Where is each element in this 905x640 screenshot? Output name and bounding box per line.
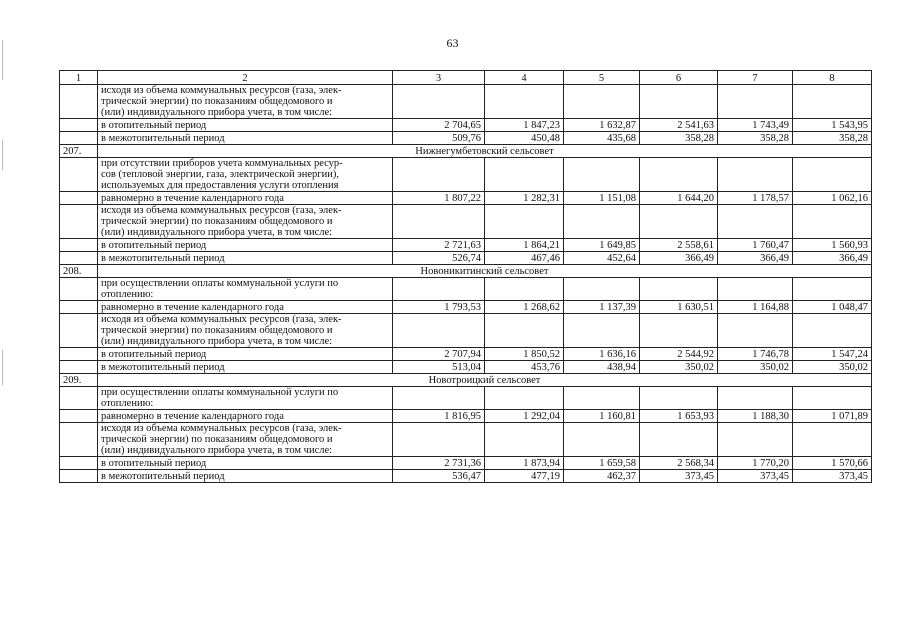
value-cell: 1 632,87 bbox=[564, 119, 640, 132]
value-cell: 2 568,34 bbox=[640, 457, 718, 470]
description-line: отоплению: bbox=[101, 289, 154, 300]
row-index-cell bbox=[60, 361, 98, 374]
value-cell: 1 137,39 bbox=[564, 301, 640, 314]
row-index-cell bbox=[60, 158, 98, 192]
value-cell: 2 558,61 bbox=[640, 239, 718, 252]
value-cell: 366,49 bbox=[793, 252, 872, 265]
row-index-cell bbox=[60, 387, 98, 410]
description-line: используемых для предоставления услуги отопления bbox=[101, 180, 339, 191]
value-cell: 1 178,57 bbox=[718, 192, 793, 205]
value-cell: 358,28 bbox=[640, 132, 718, 145]
value-cell: 1 560,93 bbox=[793, 239, 872, 252]
value-cell: 366,49 bbox=[640, 252, 718, 265]
description-row bbox=[60, 314, 872, 348]
value-cell bbox=[485, 205, 564, 239]
value-cell bbox=[793, 423, 872, 457]
description-line: (или) индивидуального прибора учета, в том числе: bbox=[101, 227, 333, 238]
description-line: исходя из объема коммунальных ресурсов (газа, элек- bbox=[101, 205, 342, 216]
value-cell: 350,02 bbox=[793, 361, 872, 374]
value-cell bbox=[718, 387, 793, 410]
table-row bbox=[60, 252, 872, 265]
section-title: Нижнегумбетовский сельсовет bbox=[98, 145, 872, 158]
value-cell bbox=[718, 205, 793, 239]
value-cell: 1 543,95 bbox=[793, 119, 872, 132]
table-row bbox=[60, 348, 872, 361]
value-cell: 2 707,94 bbox=[393, 348, 485, 361]
column-header: 6 bbox=[640, 71, 718, 85]
table-row bbox=[60, 239, 872, 252]
description-line: при отсутствии приборов учета коммунальных ресур- bbox=[101, 158, 343, 169]
table-row bbox=[60, 410, 872, 423]
scan-edge-mark bbox=[2, 140, 3, 170]
row-label: в отопительный период bbox=[98, 348, 393, 361]
value-cell: 2 544,92 bbox=[640, 348, 718, 361]
row-label: равномерно в течение календарного года bbox=[98, 192, 393, 205]
table-row bbox=[60, 192, 872, 205]
value-cell: 450,48 bbox=[485, 132, 564, 145]
description-line: исходя из объема коммунальных ресурсов (газа, элек- bbox=[101, 314, 342, 325]
value-cell bbox=[793, 278, 872, 301]
value-cell: 1 746,78 bbox=[718, 348, 793, 361]
value-cell bbox=[793, 387, 872, 410]
value-cell bbox=[393, 423, 485, 457]
row-description bbox=[98, 85, 393, 119]
value-cell: 1 151,08 bbox=[564, 192, 640, 205]
value-cell: 1 653,93 bbox=[640, 410, 718, 423]
description-row bbox=[60, 205, 872, 239]
row-index-cell bbox=[60, 314, 98, 348]
value-cell bbox=[640, 85, 718, 119]
row-index-cell bbox=[60, 410, 98, 423]
row-label: равномерно в течение календарного года bbox=[98, 301, 393, 314]
row-index-cell bbox=[60, 278, 98, 301]
value-cell bbox=[485, 278, 564, 301]
row-label: в межотопительный период bbox=[98, 132, 393, 145]
row-index-cell bbox=[60, 348, 98, 361]
value-cell: 1 630,51 bbox=[640, 301, 718, 314]
column-header: 7 bbox=[718, 71, 793, 85]
value-cell: 526,74 bbox=[393, 252, 485, 265]
description-line: исходя из объема коммунальных ресурсов (газа, элек- bbox=[101, 423, 342, 434]
row-label: в отопительный период bbox=[98, 119, 393, 132]
value-cell bbox=[640, 314, 718, 348]
row-index-cell bbox=[60, 239, 98, 252]
description-line: трической энергии) по показаниям общедомового и bbox=[101, 216, 333, 227]
value-cell bbox=[718, 158, 793, 192]
value-cell: 1 760,47 bbox=[718, 239, 793, 252]
value-cell: 1 850,52 bbox=[485, 348, 564, 361]
column-header: 2 bbox=[98, 71, 393, 85]
value-cell: 1 659,58 bbox=[564, 457, 640, 470]
row-index-cell bbox=[60, 252, 98, 265]
value-cell bbox=[564, 278, 640, 301]
row-index-cell bbox=[60, 470, 98, 483]
value-cell: 477,19 bbox=[485, 470, 564, 483]
value-cell: 1 292,04 bbox=[485, 410, 564, 423]
value-cell bbox=[564, 314, 640, 348]
value-cell: 438,94 bbox=[564, 361, 640, 374]
value-cell: 1 864,21 bbox=[485, 239, 564, 252]
row-description bbox=[98, 278, 393, 301]
value-cell bbox=[793, 205, 872, 239]
section-title: Новоникитинский сельсовет bbox=[98, 265, 872, 278]
column-header: 8 bbox=[793, 71, 872, 85]
value-cell: 1 816,95 bbox=[393, 410, 485, 423]
row-index-cell bbox=[60, 423, 98, 457]
column-header: 4 bbox=[485, 71, 564, 85]
row-label: в отопительный период bbox=[98, 457, 393, 470]
row-description bbox=[98, 158, 393, 192]
row-index-cell bbox=[60, 85, 98, 119]
value-cell: 366,49 bbox=[718, 252, 793, 265]
value-cell: 1 188,30 bbox=[718, 410, 793, 423]
value-cell: 1 570,66 bbox=[793, 457, 872, 470]
value-cell bbox=[564, 85, 640, 119]
value-cell: 350,02 bbox=[640, 361, 718, 374]
value-cell bbox=[485, 423, 564, 457]
value-cell: 1 873,94 bbox=[485, 457, 564, 470]
description-line: трической энергии) по показаниям общедомового и bbox=[101, 325, 333, 336]
description-row bbox=[60, 423, 872, 457]
row-index-cell bbox=[60, 119, 98, 132]
column-header: 5 bbox=[564, 71, 640, 85]
section-row bbox=[60, 145, 872, 158]
value-cell bbox=[393, 158, 485, 192]
value-cell bbox=[718, 278, 793, 301]
value-cell: 1 644,20 bbox=[640, 192, 718, 205]
value-cell: 536,47 bbox=[393, 470, 485, 483]
value-cell: 1 062,16 bbox=[793, 192, 872, 205]
section-title: Новотроицкий сельсовет bbox=[98, 374, 872, 387]
value-cell bbox=[718, 423, 793, 457]
value-cell bbox=[640, 423, 718, 457]
value-cell: 513,04 bbox=[393, 361, 485, 374]
value-cell bbox=[640, 205, 718, 239]
row-index-cell bbox=[60, 301, 98, 314]
value-cell: 452,64 bbox=[564, 252, 640, 265]
value-cell bbox=[393, 314, 485, 348]
row-description bbox=[98, 314, 393, 348]
description-line: исходя из объема коммунальных ресурсов (газа, элек- bbox=[101, 85, 342, 96]
value-cell bbox=[564, 158, 640, 192]
value-cell bbox=[793, 314, 872, 348]
value-cell: 1 268,62 bbox=[485, 301, 564, 314]
value-cell: 435,68 bbox=[564, 132, 640, 145]
description-line: сов (тепловой энергии, газа, электрической энергии), bbox=[101, 169, 339, 180]
description-line: при осуществлении оплаты коммунальной услуги по bbox=[101, 278, 339, 289]
table-row bbox=[60, 361, 872, 374]
description-row bbox=[60, 278, 872, 301]
value-cell bbox=[393, 205, 485, 239]
value-cell: 1 770,20 bbox=[718, 457, 793, 470]
value-cell bbox=[393, 85, 485, 119]
description-line: (или) индивидуального прибора учета, в том числе: bbox=[101, 445, 333, 456]
page-number: 63 bbox=[446, 36, 459, 50]
description-row bbox=[60, 85, 872, 119]
value-cell: 509,76 bbox=[393, 132, 485, 145]
header-row bbox=[60, 71, 872, 85]
row-description bbox=[98, 387, 393, 410]
row-label: в межотопительный период bbox=[98, 361, 393, 374]
value-cell: 2 541,63 bbox=[640, 119, 718, 132]
value-cell: 358,28 bbox=[718, 132, 793, 145]
value-cell: 1 636,16 bbox=[564, 348, 640, 361]
value-cell: 358,28 bbox=[793, 132, 872, 145]
description-line: трической энергии) по показаниям общедомового и bbox=[101, 434, 333, 445]
description-line: (или) индивидуального прибора учета, в том числе: bbox=[101, 336, 333, 347]
table-row bbox=[60, 457, 872, 470]
column-header: 1 bbox=[60, 71, 98, 85]
value-cell: 2 731,36 bbox=[393, 457, 485, 470]
value-cell bbox=[485, 314, 564, 348]
value-cell: 1 164,88 bbox=[718, 301, 793, 314]
description-line: при осуществлении оплаты коммунальной услуги по bbox=[101, 387, 339, 398]
value-cell: 2 721,63 bbox=[393, 239, 485, 252]
value-cell: 467,46 bbox=[485, 252, 564, 265]
value-cell: 453,76 bbox=[485, 361, 564, 374]
value-cell bbox=[640, 278, 718, 301]
row-index-cell bbox=[60, 192, 98, 205]
scan-edge-mark bbox=[2, 40, 3, 80]
value-cell: 1 160,81 bbox=[564, 410, 640, 423]
value-cell bbox=[564, 387, 640, 410]
table-row bbox=[60, 119, 872, 132]
table-row bbox=[60, 301, 872, 314]
row-label: равномерно в течение календарного года bbox=[98, 410, 393, 423]
row-description bbox=[98, 205, 393, 239]
value-cell bbox=[718, 314, 793, 348]
table-row bbox=[60, 132, 872, 145]
value-cell bbox=[640, 387, 718, 410]
section-index: 207. bbox=[60, 145, 98, 158]
row-index-cell bbox=[60, 132, 98, 145]
value-cell: 1 282,31 bbox=[485, 192, 564, 205]
value-cell: 1 547,24 bbox=[793, 348, 872, 361]
value-cell: 462,37 bbox=[564, 470, 640, 483]
row-label: в межотопительный период bbox=[98, 470, 393, 483]
value-cell: 373,45 bbox=[793, 470, 872, 483]
section-row bbox=[60, 265, 872, 278]
value-cell bbox=[564, 205, 640, 239]
value-cell: 2 704,65 bbox=[393, 119, 485, 132]
row-description bbox=[98, 423, 393, 457]
description-line: трической энергии) по показаниям общедомового и bbox=[101, 96, 333, 107]
row-label: в межотопительный период bbox=[98, 252, 393, 265]
description-line: отоплению: bbox=[101, 398, 154, 409]
section-index: 209. bbox=[60, 374, 98, 387]
value-cell: 1 847,23 bbox=[485, 119, 564, 132]
value-cell bbox=[485, 387, 564, 410]
row-index-cell bbox=[60, 457, 98, 470]
scan-edge-mark bbox=[2, 350, 3, 385]
value-cell: 373,45 bbox=[718, 470, 793, 483]
value-cell bbox=[564, 423, 640, 457]
table-body bbox=[60, 71, 872, 483]
section-index: 208. bbox=[60, 265, 98, 278]
value-cell bbox=[718, 85, 793, 119]
value-cell bbox=[793, 158, 872, 192]
value-cell bbox=[485, 85, 564, 119]
value-cell: 1 649,85 bbox=[564, 239, 640, 252]
value-cell: 350,02 bbox=[718, 361, 793, 374]
description-row bbox=[60, 158, 872, 192]
description-row bbox=[60, 387, 872, 410]
value-cell: 1 071,89 bbox=[793, 410, 872, 423]
row-index-cell bbox=[60, 205, 98, 239]
value-cell: 1 807,22 bbox=[393, 192, 485, 205]
value-cell bbox=[640, 158, 718, 192]
value-cell bbox=[393, 278, 485, 301]
description-line: (или) индивидуального прибора учета, в том числе: bbox=[101, 107, 333, 118]
row-label: в отопительный период bbox=[98, 239, 393, 252]
value-cell: 1 743,49 bbox=[718, 119, 793, 132]
value-cell bbox=[485, 158, 564, 192]
column-header: 3 bbox=[393, 71, 485, 85]
section-row bbox=[60, 374, 872, 387]
value-cell bbox=[393, 387, 485, 410]
value-cell: 373,45 bbox=[640, 470, 718, 483]
tariff-table bbox=[59, 70, 872, 483]
value-cell bbox=[793, 85, 872, 119]
value-cell: 1 793,53 bbox=[393, 301, 485, 314]
table-row bbox=[60, 470, 872, 483]
value-cell: 1 048,47 bbox=[793, 301, 872, 314]
